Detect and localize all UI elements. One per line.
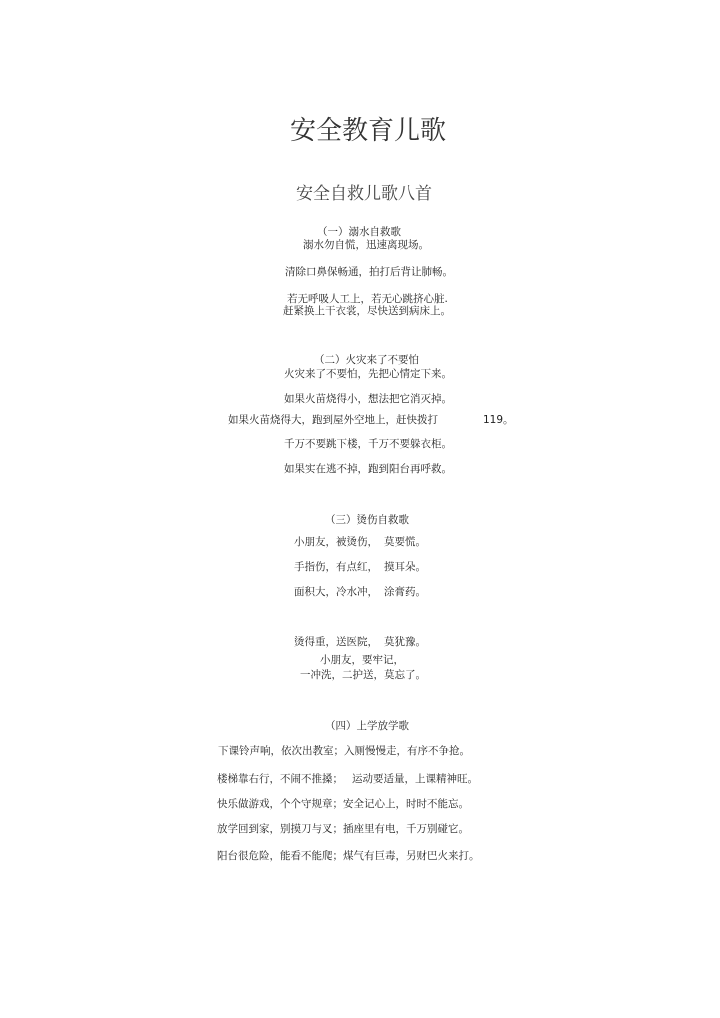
verse-line: 如果火苗烧得小，想法把它消灭掉。 xyxy=(284,393,452,405)
verse-line: 放学回到家，别摸刀与叉；插座里有电，千万别碰它。 xyxy=(217,823,469,835)
document-title: 安全教育儿歌 xyxy=(290,116,447,146)
verse-line: 下课铃声响，依次出教室；入厕慢慢走，有序不争抢。 xyxy=(218,745,470,757)
verse-line: 快乐做游戏，个个守规章；安全记心上，时时不能忘。 xyxy=(217,798,469,810)
document-subtitle: 安全自救儿歌八首 xyxy=(296,184,432,204)
verse-line: 小朋友，要牢记， xyxy=(320,654,404,666)
verse-line: 阳台很危险，能看不能爬；煤气有巨毒，另财巴火来打。 xyxy=(217,850,480,862)
verse-line: 千万不要跳下楼，千万不要躲衣柜。 xyxy=(284,438,452,450)
verse-line-end: 运动要适量，上课精神旺。 xyxy=(352,773,478,785)
verse-line: 清除口鼻保畅通，拍打后背让肺畅。 xyxy=(285,266,453,278)
section-heading: （二）火灾来了不要怕 xyxy=(314,354,419,366)
section-heading: （一）溺水自救歌 xyxy=(317,226,401,238)
section-heading: （四）上学放学歌 xyxy=(325,720,409,732)
verse-line: 小朋友，被烫伤， xyxy=(294,536,378,548)
verse-line: 火灾来了不要怕，先把心情定下来。 xyxy=(284,368,452,380)
verse-line-end: 摸耳朵。 xyxy=(384,561,426,573)
verse-line-end: 119。 xyxy=(483,414,514,426)
verse-line: 如果火苗烧得大，跑到屋外空地上，赶快拨打 xyxy=(228,414,438,426)
section-heading: （三）烫伤自救歌 xyxy=(325,514,409,526)
verse-line-end: 莫要慌。 xyxy=(384,536,426,548)
verse-line: 烫得重，送医院， xyxy=(294,636,378,648)
verse-line: 楼梯靠右行，不闹不推搡； xyxy=(217,773,343,785)
verse-line-end: 莫犹豫。 xyxy=(384,636,426,648)
verse-line: 如果实在逃不掉，跑到阳台再呼救。 xyxy=(284,463,452,475)
verse-line: 赶紧换上干衣裳，尽快送到病床上。 xyxy=(283,305,451,317)
verse-line: 溺水勿自慌，迅速离现场。 xyxy=(303,239,429,251)
verse-line: 若无呼吸人工上，若无心跳挤心脏. xyxy=(287,293,448,305)
verse-line: 面积大，冷水冲， xyxy=(294,586,378,598)
verse-line: 手指伤，有点红， xyxy=(294,561,378,573)
verse-line-end: 涂膏药。 xyxy=(384,586,426,598)
verse-line: 一冲洗，二护送，莫忘了。 xyxy=(300,669,426,681)
